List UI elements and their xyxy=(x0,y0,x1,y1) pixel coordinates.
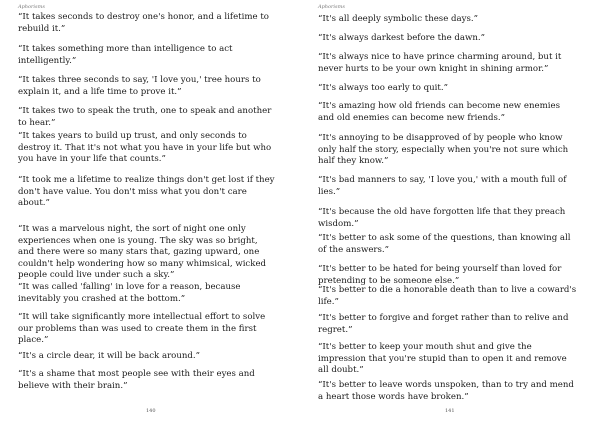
quote: “It takes three seconds to say, 'I love you,' tree hours to explain it, and a life time to prove it.” xyxy=(18,75,261,97)
quote: “It took me a lifetime to realize things don't get lost if they don't have value. You don't miss what you don't care about.” xyxy=(18,175,275,209)
quote: “It takes seconds to destroy one's honor, and a lifetime to rebuild it.” xyxy=(18,12,269,34)
quote: “It was called 'falling' in love for a reason, because inevitably you crashed at the bottom.” xyxy=(18,282,241,304)
right-page xyxy=(300,0,600,424)
quote: “It's better to leave words unspoken, than to try and mend a heart those words have broken.” xyxy=(318,380,574,402)
quote: “It's better to die a honorable death than to live a coward's life.” xyxy=(318,285,577,307)
quote: “It takes years to build up trust, and only seconds to destroy it. That it's not what you have in your life but who you have in your life that counts.” xyxy=(18,131,272,165)
quote: “It's a shame that most people see with their eyes and believe with their brain.” xyxy=(18,369,255,391)
running-head: Aphorisms xyxy=(318,4,345,10)
quote: “It's better to ask some of the questions, than knowing all of the answers.” xyxy=(318,233,571,255)
quote: “It's because the old have forgotten life that they preach wisdom.” xyxy=(318,207,566,229)
quote: “It's better to keep your mouth shut and give the impression that you're stupid than to open it and remove all doubt.” xyxy=(318,342,567,376)
quote: “It's better to be hated for being yourself than loved for pretending to be someone else.” xyxy=(318,264,562,286)
quote: “It's always too early to quit.” xyxy=(318,83,449,93)
quote: “It's always nice to have prince charming around, but it never hurts to be your own knight in shining armor.” xyxy=(318,52,562,74)
quote: “It's annoying to be disapproved of by people who know only half the story, especially when you're not sure which half they know.” xyxy=(318,133,569,167)
quote: “It takes two to speak the truth, one to speak and another to hear.” xyxy=(18,106,272,128)
quote: “It's better to forgive and forget rather than to relive and regret.” xyxy=(318,313,569,335)
quote: “It's amazing how old friends can become new enemies and old enemies can become new friends.” xyxy=(318,101,560,123)
running-head: Aphorisms xyxy=(18,4,45,10)
page-number: 141 xyxy=(445,408,455,414)
quote: “It's all deeply symbolic these days.” xyxy=(318,14,479,24)
quote: “It takes something more than intelligence to act intelligently.” xyxy=(18,44,233,66)
quote: “It's a circle dear, it will be back around.” xyxy=(18,351,201,361)
quote: “It's always darkest before the dawn.” xyxy=(318,33,486,43)
page-number: 140 xyxy=(146,408,156,414)
quote: “It will take significantly more intellectual effort to solve our problems than was used to create them in the first place.” xyxy=(18,312,266,346)
quote: “It was a marvelous night, the sort of night one only experiences when one is young. The sky was so bright, and there were so many stars that, gazing upward, one couldn't help wondering how so many whimsical, wicked people could live under such a sky.” xyxy=(18,224,267,281)
quote: “It's bad manners to say, 'I love you,' with a mouth full of lies.” xyxy=(318,175,567,197)
